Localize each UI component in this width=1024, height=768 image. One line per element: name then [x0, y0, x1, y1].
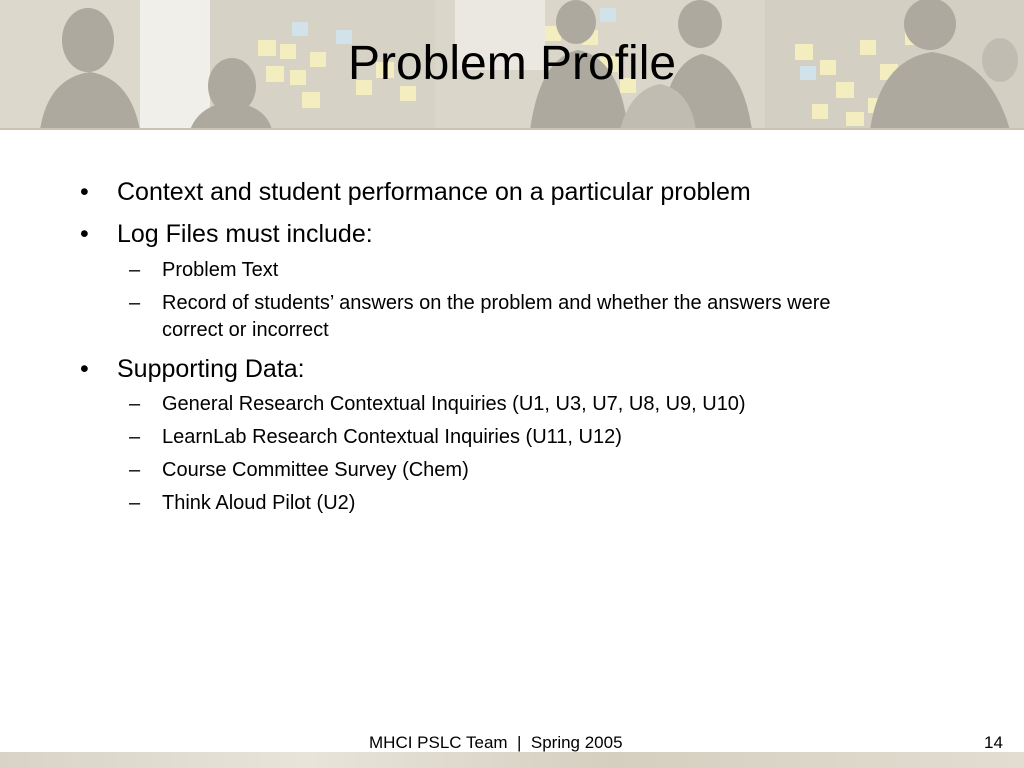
sub-bullet-marker: – [129, 492, 141, 514]
sub-bullet-marker: – [129, 292, 141, 314]
sub-bullet-text: General Research Contextual Inquiries (U1, U3, U7, U8, U9, U10) [162, 393, 746, 415]
sub-bullet-marker: – [129, 393, 141, 415]
sub-bullet-text: Course Committee Survey (Chem) [162, 459, 469, 481]
bullet-text: Context and student performance on a particular problem [117, 178, 751, 206]
sub-bullet-marker: – [129, 259, 141, 281]
footer-credit: MHCI PSLC Team | Spring 2005 [369, 733, 623, 752]
sub-bullet-marker: – [129, 426, 141, 448]
bullet-text: Log Files must include: [117, 220, 373, 248]
page-number: 14 [984, 733, 1003, 752]
header-divider [0, 128, 1024, 130]
footer-band [0, 752, 1024, 768]
sub-bullet-text: correct or incorrect [162, 319, 329, 341]
sub-bullet-text: LearnLab Research Contextual Inquiries (U11, U12) [162, 426, 622, 448]
slide-title: Problem Profile [347, 37, 677, 90]
sub-bullet-marker: – [129, 459, 141, 481]
bullet-marker: • [80, 178, 89, 206]
bullet-marker: • [80, 355, 89, 383]
sub-bullet-text: Problem Text [162, 259, 279, 281]
sub-bullet-text: Think Aloud Pilot (U2) [162, 492, 356, 514]
bullet-marker: • [80, 220, 89, 248]
sub-bullet-text: Record of students’ answers on the problem and whether the answers were [162, 292, 831, 314]
bullet-text: Supporting Data: [117, 355, 305, 383]
